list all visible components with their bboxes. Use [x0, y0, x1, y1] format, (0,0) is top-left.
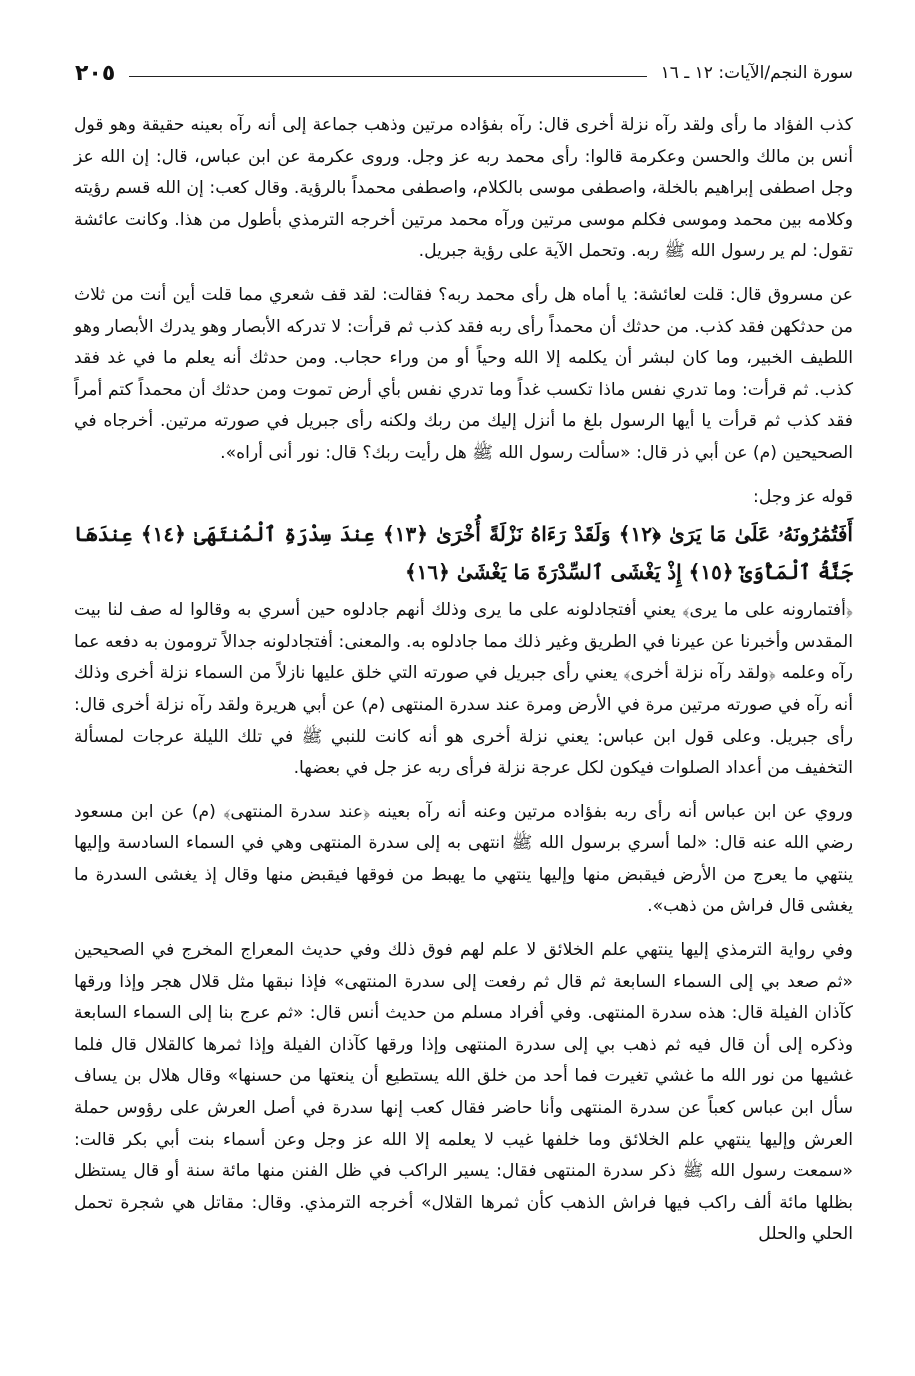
tafsir-paragraph: وفي رواية الترمذي إليها ينتهي علم الخلائق لا علم لهم فوق ذلك وفي حديث المعراج المخرج في الصحيحين «ثم صعد بي إلى السماء السابعة ثم قال ثم رفعت إلى سدرة المنتهى» فإذا نبقها مثل قلال هجر وإذا ورقها كآذان الفيلة قال: هذه سدرة المنتهى. وفي أفراد مسلم من حديث أنس قال: «ثم عرج بنا إلى السماء السابعة وذكره إلى أن قال فيه ثم ذهب بي إلى سدرة المنتهى وإذا ورقها كآذان الفيلة وإذا ثمرها كالقلال قال فلما غشيها من نور الله ما غشي تغيرت فما أحد من خلق الله يستطيع أن ينعتها من حسنها» وقال هلال بن يساف سأل ابن عباس كعباً عن سدرة المنتهى وأنا حاضر فقال كعب إنها سدرة في أصل العرش على رؤوس حملة العرش وإليها ينتهي علم الخلائق وما خلفها غيب لا يعلمه إلا الله عز وجل وعن أسماء بنت أبي بكر قالت: «سمعت رسول الله ﷺ ذكر سدرة المنتهى فقال: يسير الراكب في ظل الفنن منها مائة سنة أو قال يستظل بظلها مائة ألف راكب فيها فراش الذهب كأن ثمرها القلال» أخرجه الترمذي. وقال: مقاتل هي شجرة تحمل الحلي والحلل: [74, 940, 853, 1245]
page-number: ٢٠٥: [75, 60, 116, 86]
verse-intro: قوله عز وجل:: [753, 486, 853, 507]
quran-verse: أَفَتُمَٰرُونَهُۥ عَلَىٰ مَا يَرَىٰ ﴿١٢﴾ وَلَقَدْ رَءَاهُ نَزْلَةً أُخْرَىٰ ﴿١٣﴾ عِندَ سِدْرَةِ ٱلْمُنتَهَىٰ ﴿١٤﴾ عِندَهَا جَنَّةُ ٱلْمَأْوَىٰٓ ﴿١٥﴾ إِذْ يَغْشَى ٱلسِّدْرَةَ مَا يَغْشَىٰ ﴿١٦﴾: [74, 522, 853, 585]
tafsir-paragraph: ﴿أفتمارونه على ما يرى﴾ يعني أفتجادلونه على ما يرى وذلك أنهم جادلوه حين أسري به وقالوا له صف لنا بيت المقدس وأخبرنا عن عيرنا في الطريق وغير ذلك مما جادلوه به. والمعنى: أفتجادلونه جدالاً ترومون به دفعه عما رآه وعلمه ﴿ولقد رآه نزلة أخرى﴾ يعني رأى جبريل في صورته التي خلق عليها نازلاً من السماء نزلة أخرى وذلك أنه رآه في صورته مرتين مرة في الأرض ومرة عند سدرة المنتهى (م) عن أبي هريرة ولقد رآه نزلة أخرى قال: رأى جبريل. وعلى قول ابن عباس: يعني نزلة أخرى هو أنه كانت للنبي ﷺ في تلك الليلة عرجات لمسألة التخفيف من أعداد الصلوات فيكون لكل عرجة نزلة فرأى ربه عز جل في بعضها.: [74, 600, 853, 779]
header-rule: [129, 76, 646, 77]
hadith-paragraph: عن مسروق قال: قلت لعائشة: يا أماه هل رأى محمد ربه؟ فقالت: لقد قف شعري مما قلت أين أنت من ثلاث من حدثكهن فقد كذب. من حدثك أن محمداً رأى ربه فقد كذب ثم قرأت: لا تدركه الأبصار وهو يدرك الأبصار وهو اللطيف الخبير، وما كان لبشر أن يكلمه إلا الله وحياً أو من وراء حجاب. ومن حدثك أنه يعلم ما في غد فقد كذب. ثم قرأت: وما تدري نفس ماذا تكسب غداً وما تدري نفس بأي أرض تموت ومن حدثك أن محمداً كتم أمراً فقد كذب ثم قرأت يا أيها الرسول بلغ ما أنزل إليك من ربك ولكنه رأى جبريل في صورته مرتين. أخرجاه في الصحيحين (م) عن أبي ذر قال: «سألت رسول الله ﷺ هل رأيت ربك؟ قال: نور أنى أراه».: [74, 284, 853, 463]
page-body: [74, 110, 853, 1263]
running-title: سورة النجم/الآيات: ١٢ ـ ١٦: [660, 63, 853, 83]
tafsir-paragraph: وروي عن ابن عباس أنه رأى ربه بفؤاده مرتين وعنه أنه رآه بعينه ﴿عند سدرة المنتهى﴾ (م) عن ابن مسعود رضي الله عنه قال: «لما أسري برسول الله ﷺ انتهى به إلى سدرة المنتهى وهي في السماء السادسة وإليها ينتهي ما يعرج من الأرض فيقبض منها وإليها ينتهي ما يهبط من فوقها فيقبض منها وقال إذ يغشى السدرة ما يغشى قال فراش من ذهب».: [74, 801, 853, 917]
page-header: [75, 58, 853, 88]
commentary-paragraph: كذب الفؤاد ما رأى ولقد رآه نزلة أخرى قال: رآه بفؤاده مرتين وذهب جماعة إلى أنه رآه بعينه حقيقة وهو قول أنس بن مالك والحسن وعكرمة قالوا: رأى محمد ربه عز وجل. وروى عكرمة عن ابن عباس، قال: إن الله عز وجل اصطفى إبراهيم بالخلة، واصطفى موسى بالكلام، واصطفى محمداً بالرؤية. وقال كعب: إن الله قسم رؤيته وكلامه بين محمد وموسى فكلم موسى مرتين ورآه محمد مرتين أخرجه الترمذي بأطول من هذا. وكانت عائشة تقول: لم ير رسول الله ﷺ ربه. وتحمل الآية على رؤية جبريل.: [74, 115, 853, 262]
